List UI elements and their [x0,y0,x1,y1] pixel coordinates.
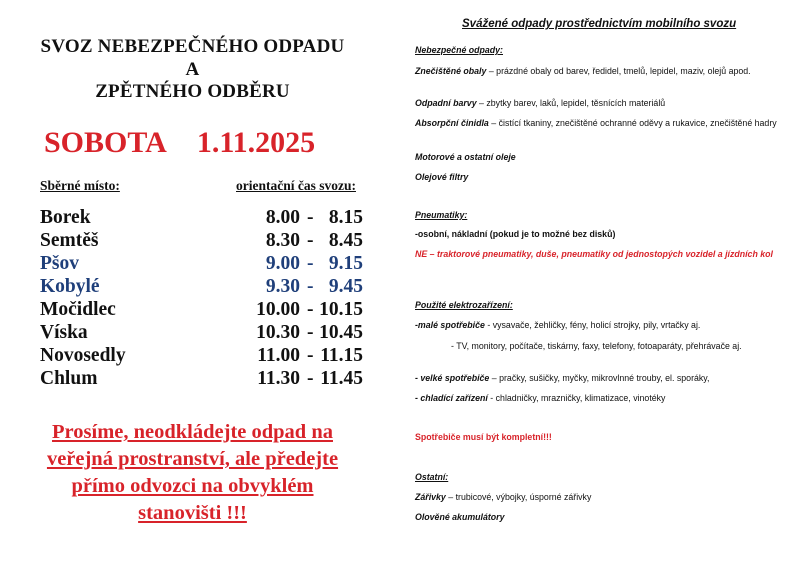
stop-dash: - [307,230,314,251]
stop-dash: - [307,207,314,228]
item-small-appliances [415,319,787,332]
item-text: – pračky, sušičky, myčky, mikrovlnné trouby, el. sporáky, [489,373,710,383]
stop-dash: - [307,253,314,274]
main-title-line-3: ZPĚTNÉHO ODBĚRU [95,81,290,102]
tyres-heading-text: Pneumatiky: [415,210,468,220]
stop-to: 10.15 [319,299,363,320]
stop-dash: - [307,368,314,389]
stop-from: 9.30 [265,276,300,297]
item-label: Olejové filtry [415,172,469,182]
left-column [0,0,395,562]
item-label: Zářivky [415,492,446,502]
plea-notice [0,419,385,527]
schedule-row [40,368,370,391]
item-label: -malé spotřebiče [415,320,485,330]
header-collection-point: Sběrné místo: [40,178,120,193]
hazardous-heading [415,44,787,57]
item-absorbents [415,117,787,130]
stop-to: 10.45 [319,322,363,343]
other-heading [415,471,787,484]
stop-to: 8.15 [328,207,363,228]
tyres-accepted-text: -osobní, nákladní (pokud je to možné bez disků) [415,229,616,239]
stop-place: Pšov [40,253,79,274]
item-large-appliances [415,372,787,385]
item-text: – čistící tkaniny, znečištěné ochranné oděvy a rukavice, znečištěné hadry [488,118,777,128]
stop-place: Semtěš [40,230,99,251]
stop-from: 8.00 [265,207,300,228]
item-text: - vysavače, žehličky, fény, holicí strojky, pily, vrtačky aj. [484,320,701,330]
item-label: Odpadní barvy [415,98,477,108]
stop-from: 9.00 [265,253,300,274]
tyres-heading [415,209,787,222]
plea-line: veřejná prostranství, ale předejte [46,448,339,470]
tyres-accepted [415,228,787,241]
item-contaminated-packaging [415,65,787,78]
stop-from: 11.00 [257,345,300,366]
stop-place: Borek [40,207,91,228]
stop-dash: - [307,276,314,297]
stop-to: 9.45 [328,276,363,297]
item-text: – prázdné obaly od barev, ředidel, tmelů, lepidel, maziv, olejů apod. [486,66,751,76]
item-text: - TV, monitory, počítače, tiskárny, faxy, telefony, fotoaparáty, přehrávače aj. [451,341,742,351]
item-label: - velké spotřebiče [415,373,490,383]
stop-from: 10.30 [256,322,300,343]
stop-dash: - [307,322,314,343]
stop-from: 8.30 [265,230,300,251]
item-fluorescent [415,491,787,504]
schedule-row [40,322,370,345]
item-label: Motorové a ostatní oleje [415,152,516,162]
item-label: Absorpční činidla [415,118,489,128]
item-lead-batteries [415,511,787,524]
stop-place: Víska [40,322,88,343]
item-cooling-appliances [415,392,787,405]
main-title-line-1: SVOZ NEBEZPEČNÉHO ODPADU [40,36,345,57]
stop-place: Kobylé [40,276,100,297]
schedule-row [40,345,370,368]
main-title-line-2: A [185,59,200,80]
stop-place: Novosedly [40,345,126,366]
schedule-row [40,230,370,253]
tyres-rejected-text: NE – traktorové pneumatiky, duše, pneumatiky od jednostopých vozidel a jízdních kol [415,249,773,259]
tyres-rejected [415,248,787,261]
item-oils [415,151,787,164]
schedule-row [40,276,370,299]
stop-place: Močidlec [40,299,116,320]
item-label: Znečištěné obaly [415,66,487,76]
collection-date [44,126,315,160]
stop-to: 8.45 [328,230,363,251]
item-label: - chladící zařízení [415,393,488,403]
item-waste-paints [415,97,787,110]
stop-from: 11.30 [257,368,300,389]
complete-note-text: Spotřebiče musí být kompletní!!! [415,432,552,442]
electro-heading [415,299,787,312]
schedule-table [40,207,370,391]
item-label: Olověné akumulátory [415,512,505,522]
other-heading-text: Ostatní: [415,472,449,482]
right-column [405,0,790,562]
waste-list-title: Svážené odpady prostřednictvím mobilního svozu [462,18,737,30]
stop-dash: - [307,345,314,366]
schedule-row [40,299,370,322]
hazardous-heading-text: Nebezpečné odpady: [415,45,503,55]
stop-place: Chlum [40,368,98,389]
stop-to: 9.15 [328,253,363,274]
plea-line: stanovišti !!! [138,502,247,524]
plea-line: Prosíme, neodkládejte odpad na [52,421,333,443]
stop-from: 10.00 [256,299,300,320]
collection-day: SOBOTA [44,126,167,159]
stop-dash: - [307,299,314,320]
item-text: – zbytky barev, laků, lepidel, těsnících materiálů [476,98,666,108]
collection-date-value: 1.11.2025 [196,126,316,159]
stop-to: 11.45 [320,368,363,389]
plea-line: přímo odvozci na obvyklém [71,475,314,497]
item-oil-filters [415,171,787,184]
electro-heading-text: Použité elektrozařízení: [415,300,513,310]
schedule-row [40,253,370,276]
schedule-row [40,207,370,230]
item-small-appliances-more [451,339,787,353]
item-text: - chladničky, mrazničky, klimatizace, vinotéky [487,393,666,403]
stop-to: 11.15 [320,345,363,366]
appliances-complete-note [415,431,787,444]
item-text: – trubicové, výbojky, úsporné zářivky [445,492,592,502]
header-time: orientační čas svozu: [236,178,356,193]
